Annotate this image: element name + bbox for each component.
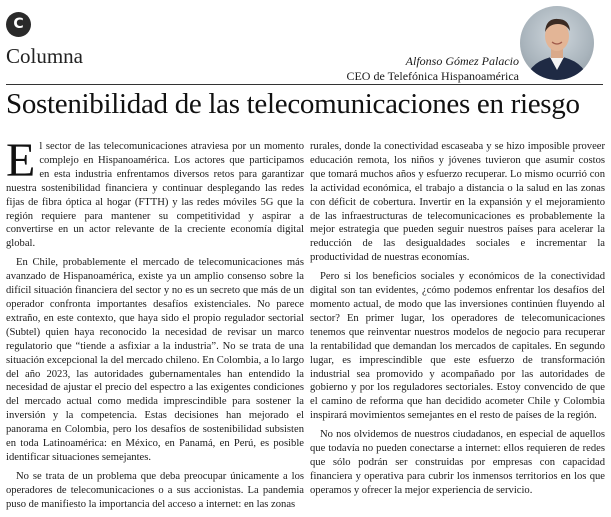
left-column	[6, 134, 304, 517]
author-name: Alfonso Gómez Palacio	[405, 54, 519, 68]
paragraph: En Chile, probablemente el mercado de telecomunicaciones más avanzado de Hispanoamérica, existe ya un amplio consenso sobre la difícil situación financiera del sector y no es un secreto que más de un operador confronta importantes desafíos existenciales. No parece extraño, en este contexto, que haya sido el propio regulador sectorial (Subtel) quien haya reconocido la necesidad de revisar un marco regulatorio que “tiende a asfixiar a la industria”. No se trata de una situación excepcional la del mercado chileno. En Colombia, a lo largo del año 2023, las autoridades gubernamentales han entendido la necesidad de ajustar el precio del espectro a las exigentes condiciones del mercado actual como medida imprescindible para sostener la inversión y la competencia. Estas decisiones han mejorado el panorama en Colombia, pero los desafíos de sostenibilidad subsisten en toda Latinoamérica: en México, en Panamá, en Perú, es posible identificar situaciones semejantes.	[6, 257, 304, 463]
right-column	[310, 140, 605, 503]
paragraph: No se trata de un problema que deba preocupar únicamente a los operadores de telecomunicaciones o a sus accionistas. La pandemia puso de manifiesto la importancia del acceso a internet: en las zonas	[6, 470, 304, 510]
paragraph: rurales, donde la conectividad escaseaba y se hizo imposible proveer educación remota, los niños y jóvenes tuvieron que asumir costos que tomará muchos años y esfuerzo recuperar. Lo mismo ocurrió con la actividad económica, el trabajo a distancia o la salud en las zonas con déficit de cobertura. Invertir en la expansión y el mejoramiento de las infraestructuras de telecomunicaciones es probablemente la mejor estrategia que pueden seguir nuestros países para acelerar la reducción de las desigualdades sociales e incrementar la productividad de nuestras economías.	[310, 141, 605, 264]
paragraph: El sector de las telecomunicaciones atraviesa por un momento complejo en Hispanoamérica. Los actores que participamos en esta industria enfrentamos diversos retos para garantizar nuestra sostenibilidad financiera y continuar desplegando las redes fijas de fibra óptica al hogar (FTTH) y las redes móviles 5G que la región requiere para mantener su competitividad y aspirar a convertirse en un actor relevante de la creciente economía digital global.	[6, 134, 304, 250]
drop-cap: E	[6, 134, 36, 187]
column-badge: C	[6, 12, 31, 37]
paragraph: No nos olvidemos de nuestros ciudadanos, en especial de aquellos que todavía no pueden conectarse a internet: ellos requieren de redes que sólo podrán ser construidas por empresas con capacidad financiera y operativa para cubrir los inmensos territorios en los que operamos y ofrecer la mejor experiencia de servicio.	[310, 429, 605, 496]
paragraph: Pero si los beneficios sociales y económicos de la conectividad digital son tan evidentes, ¿cómo podemos enfrentar los desafíos del momento actual, de modo que las inversiones continúen fluyendo al sector? En primer lugar, los operadores de telecomunicaciones tenemos que reinventar nuestros modelos de negocio para recuperar la rentabilidad que demandan los mercados de capitales. En segundo lugar, es imprescindible que este esfuerzo de transformación industrial sea promovido y acompañado por las autoridades de gobierno y por los reguladores sectoriales. Estoy convencido de que el camino de reforma que han decidido acometer Chile y Colombia inspirará movimientos semejantes en el resto de países de la región.	[310, 271, 605, 422]
header-rule	[6, 84, 603, 85]
headline: Sostenibilidad de las telecomunicaciones en riesgo	[6, 88, 580, 120]
author-byline	[346, 54, 519, 84]
section-label: Columna	[6, 44, 83, 68]
author-photo	[520, 6, 594, 80]
author-role: CEO de Telefónica Hispanoamérica	[346, 69, 519, 83]
